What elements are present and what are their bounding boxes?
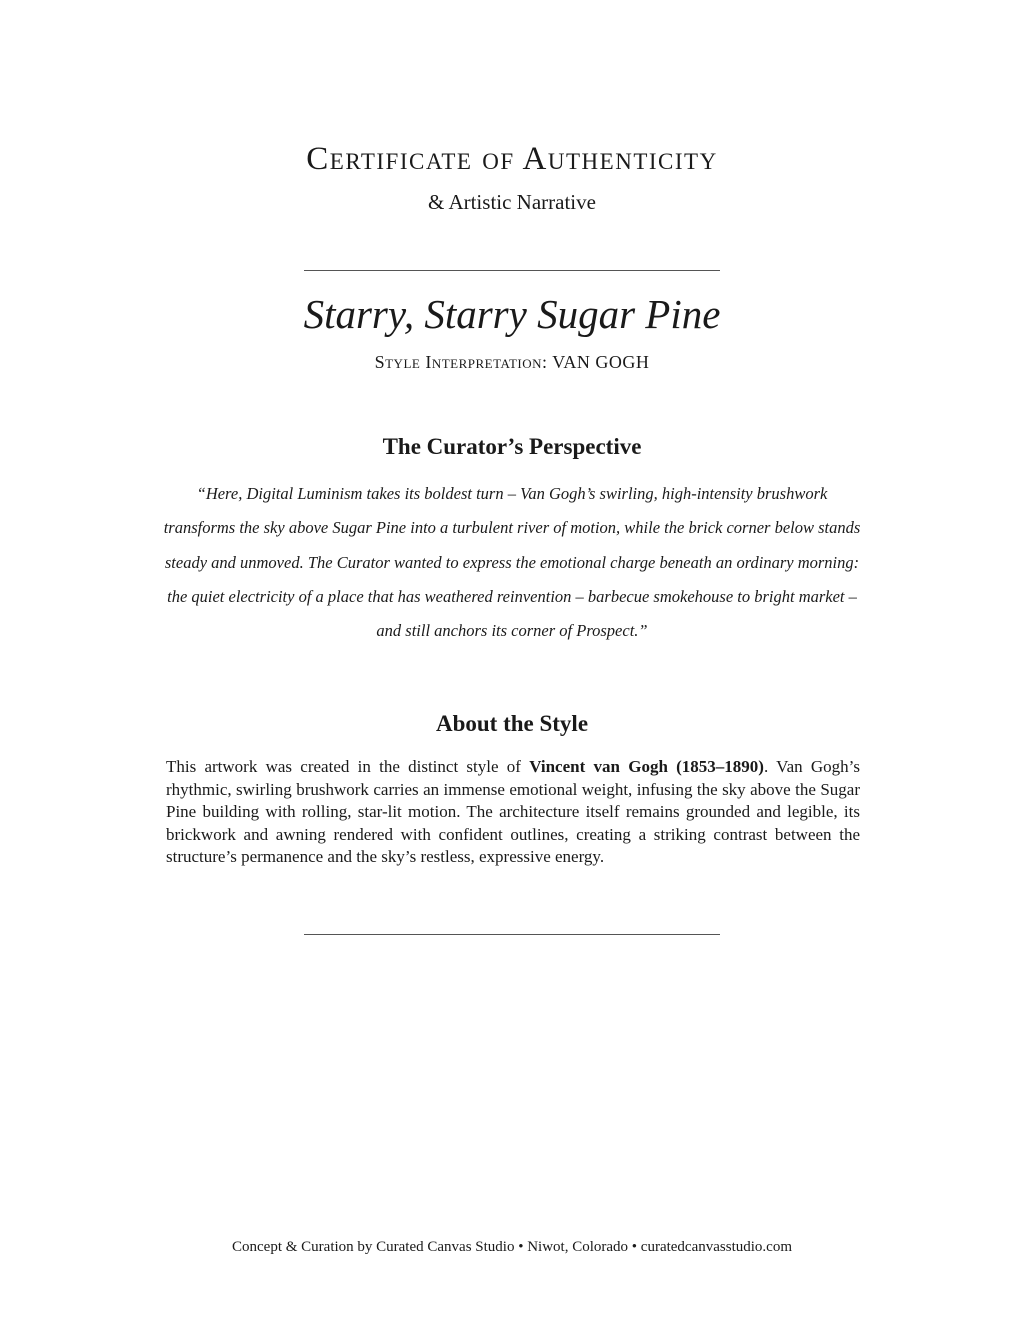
- about-heading: About the Style: [435, 711, 589, 736]
- about-text-intro: This artwork was created in the distinct style of: [166, 757, 530, 776]
- about-text: [166, 756, 860, 869]
- style-interpretation: [0, 352, 1024, 373]
- curator-heading: The Curator’s Perspective: [382, 434, 642, 459]
- artist-name: Vincent van Gogh (1853–1890): [529, 757, 764, 776]
- top-divider: [304, 270, 720, 271]
- certificate-title: Certificate of Authenticity: [306, 141, 718, 177]
- bottom-divider: [304, 934, 720, 935]
- style-interpretation-value: VAN GOGH: [552, 352, 650, 372]
- certificate-subtitle: & Artistic Narrative: [428, 190, 596, 214]
- artwork-title: Starry, Starry Sugar Pine: [303, 291, 721, 337]
- footer: Concept & Curation by Curated Canvas Studio • Niwot, Colorado • curatedcanvasstudio.com: [232, 1239, 792, 1255]
- about-text-body: . Van Gogh’s rhythmic, swirling brushwork carries an immense emotional weight, infusing the sky above the Sugar Pine building with rolling, star-lit motion. The architecture itself remains grounded and legible, its brickwork and awning rendered with confident outlines, creating a striking contrast between the structure’s permanence and the sky’s restless, expressive energy.: [166, 757, 860, 866]
- style-interpretation-label: Style Interpretation:: [374, 352, 548, 372]
- curator-quote: “Here, Digital Luminism takes its boldest turn – Van Gogh’s swirling, high-intensity brushwork transforms the sky above Sugar Pine into a turbulent river of motion, while the brick corner below stands steady and unmoved. The Curator wanted to express the emotional charge beneath an ordinary morning: the quiet electricity of a place that has weathered reinvention – barbecue smokehouse to bright market – and still anchors its corner of Prospect.”: [163, 484, 861, 641]
